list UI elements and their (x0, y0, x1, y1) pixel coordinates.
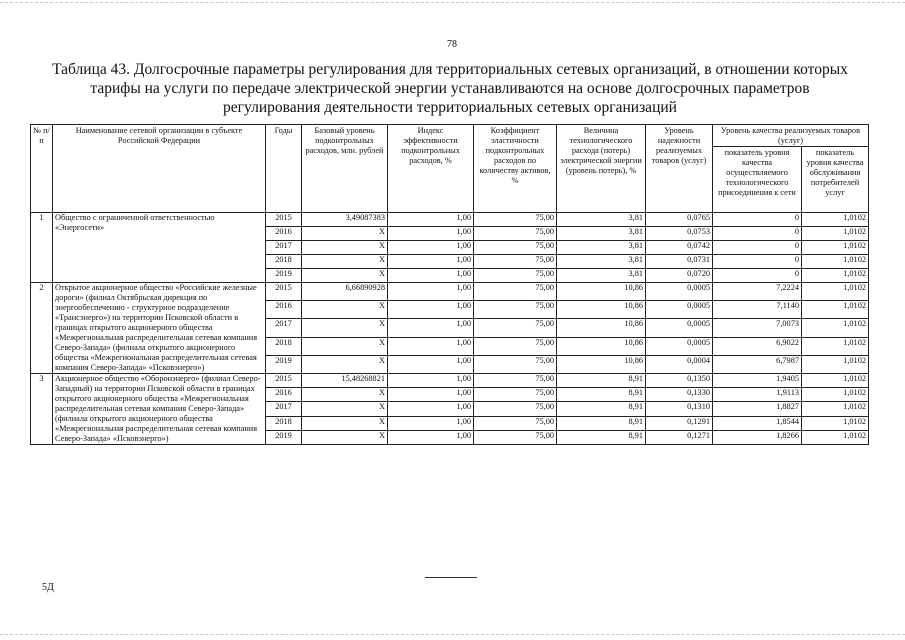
table-body (31, 213, 869, 445)
cell-elasticity: 75,00 (474, 213, 557, 227)
cell-year: 2019 (266, 355, 302, 373)
cell-quality-service: 1,0102 (802, 283, 869, 301)
cell-efficiency-index: 1,00 (388, 388, 474, 402)
header-efficiency-index: Индекс эффективности подконтрольных расходов, % (388, 125, 474, 213)
cell-reliability: 0,0765 (646, 213, 713, 227)
cell-quality-service: 1,0102 (802, 213, 869, 227)
cell-losses: 10,86 (557, 355, 646, 373)
cell-org-name: Акционерное общество «Оборонэнерго» (филиал Северо-Западный) на территории Псковской области в границах открытого акционерного общества «Межрегиональная распределительная сетевая компания Северо-Запада» (филиала открытого акционерного общества «Межрегиональная распределительная сетевая компания Северо-Запада» «Псковэнерго») (53, 374, 266, 445)
header-quality-group: Уровень качества реализуемых товаров (услуг) (713, 125, 869, 147)
cell-quality-service: 1,0102 (802, 255, 869, 269)
cell-elasticity: 75,00 (474, 374, 557, 388)
cell-base-level: X (302, 337, 388, 355)
cell-efficiency-index: 1,00 (388, 213, 474, 227)
scan-edge-top (0, 2, 905, 3)
cell-efficiency-index: 1,00 (388, 374, 474, 388)
table-row (31, 374, 869, 388)
cell-quality-connection: 1,8827 (713, 402, 802, 416)
cell-year: 2015 (266, 283, 302, 301)
cell-base-level: X (302, 301, 388, 319)
cell-year: 2018 (266, 255, 302, 269)
cell-quality-service: 1,0102 (802, 269, 869, 283)
cell-quality-connection: 6,7987 (713, 355, 802, 373)
table-row (31, 283, 869, 301)
cell-efficiency-index: 1,00 (388, 319, 474, 337)
cell-base-level: X (302, 255, 388, 269)
cell-quality-connection: 0 (713, 213, 802, 227)
cell-quality-service: 1,0102 (802, 301, 869, 319)
cell-elasticity: 75,00 (474, 416, 557, 430)
cell-year: 2017 (266, 241, 302, 255)
cell-reliability: 0,0731 (646, 255, 713, 269)
header-org-name: Наименование сетевой организации в субъекте Российской Федерации (53, 125, 266, 213)
header-quality-connection: показатель уровня качества осуществляемого технологического присоединения к сети (713, 147, 802, 213)
header-num: № п/п (31, 125, 53, 213)
cell-efficiency-index: 1,00 (388, 355, 474, 373)
cell-losses: 3,81 (557, 213, 646, 227)
cell-year: 2018 (266, 416, 302, 430)
cell-losses: 10,86 (557, 283, 646, 301)
cell-losses: 8,91 (557, 416, 646, 430)
cell-reliability: 0,1350 (646, 374, 713, 388)
cell-efficiency-index: 1,00 (388, 269, 474, 283)
cell-efficiency-index: 1,00 (388, 227, 474, 241)
cell-efficiency-index: 1,00 (388, 402, 474, 416)
cell-quality-service: 1,0102 (802, 355, 869, 373)
cell-reliability: 0,0005 (646, 283, 713, 301)
cell-losses: 3,81 (557, 255, 646, 269)
cell-quality-connection: 6,9022 (713, 337, 802, 355)
cell-quality-connection: 0 (713, 269, 802, 283)
cell-efficiency-index: 1,00 (388, 241, 474, 255)
cell-losses: 8,91 (557, 430, 646, 444)
cell-quality-service: 1,0102 (802, 241, 869, 255)
cell-quality-service: 1,0102 (802, 337, 869, 355)
header-losses: Величина технологического расхода (потерь) электрической энергии (уровень потерь), % (557, 125, 646, 213)
cell-losses: 10,86 (557, 337, 646, 355)
header-base-level: Базовый уровень подконтрольных расходов, млн. рублей (302, 125, 388, 213)
table-title: Таблица 43. Долгосрочные параметры регулирования для территориальных сетевых организаций, в отношении которых тарифы на услуги по передаче электрической энергии устанавливаются на основе долгосрочных параметров регулирования деятельности территориальных сетевых организаций (52, 61, 848, 116)
cell-reliability: 0,0005 (646, 301, 713, 319)
cell-losses: 8,91 (557, 388, 646, 402)
cell-quality-service: 1,0102 (802, 430, 869, 444)
cell-base-level: X (302, 430, 388, 444)
cell-elasticity: 75,00 (474, 430, 557, 444)
cell-efficiency-index: 1,00 (388, 283, 474, 301)
cell-reliability: 0,1291 (646, 416, 713, 430)
cell-quality-connection: 1,9113 (713, 388, 802, 402)
cell-losses: 10,86 (557, 301, 646, 319)
cell-year: 2019 (266, 430, 302, 444)
cell-year: 2016 (266, 388, 302, 402)
cell-losses: 3,81 (557, 227, 646, 241)
cell-elasticity: 75,00 (474, 283, 557, 301)
cell-row-number: 2 (31, 283, 53, 374)
cell-base-level: X (302, 227, 388, 241)
header-quality-service: показатель уровня качества обслуживания потребителей услуг (802, 147, 869, 213)
cell-losses: 10,86 (557, 319, 646, 337)
cell-org-name: Общество с ограниченной ответственностью «Энергосети» (53, 213, 266, 283)
cell-reliability: 0,0004 (646, 355, 713, 373)
cell-year: 2016 (266, 227, 302, 241)
header-elasticity: Коэффициент эластичности подконтрольных расходов по количеству активов, % (474, 125, 557, 213)
cell-row-number: 3 (31, 374, 53, 445)
cell-base-level: X (302, 355, 388, 373)
cell-elasticity: 75,00 (474, 319, 557, 337)
cell-quality-service: 1,0102 (802, 319, 869, 337)
cell-reliability: 0,0720 (646, 269, 713, 283)
cell-year: 2019 (266, 269, 302, 283)
cell-reliability: 0,0742 (646, 241, 713, 255)
cell-losses: 3,81 (557, 241, 646, 255)
cell-org-name: Открытое акционерное общество «Российские железные дороги» (филиал Октябрьская дирекция по энергообеспечению - структурное подразделение «Трансэнерго») на территории Псковской области в границах открытого акционерного общества «Межрегиональная распределительная сетевая компания Северо-Запада» (филиала открытого акционерного общества «Межрегиональная распределительная сетевая компания Северо-Запада» «Псковэнерго») (53, 283, 266, 374)
cell-year: 2017 (266, 319, 302, 337)
cell-reliability: 0,1330 (646, 388, 713, 402)
cell-year: 2016 (266, 301, 302, 319)
cell-base-level: X (302, 269, 388, 283)
header-row (31, 125, 869, 147)
cell-reliability: 0,1271 (646, 430, 713, 444)
cell-row-number: 1 (31, 213, 53, 283)
cell-quality-service: 1,0102 (802, 402, 869, 416)
cell-efficiency-index: 1,00 (388, 430, 474, 444)
footer-mark: 5Д (42, 582, 54, 593)
cell-quality-service: 1,0102 (802, 388, 869, 402)
cell-elasticity: 75,00 (474, 269, 557, 283)
cell-elasticity: 75,00 (474, 388, 557, 402)
cell-efficiency-index: 1,00 (388, 301, 474, 319)
cell-elasticity: 75,00 (474, 227, 557, 241)
page-number: 78 (447, 39, 457, 50)
cell-elasticity: 75,00 (474, 337, 557, 355)
cell-quality-connection: 7,0073 (713, 319, 802, 337)
cell-losses: 3,81 (557, 269, 646, 283)
cell-quality-connection: 1,8544 (713, 416, 802, 430)
cell-base-level: X (302, 388, 388, 402)
cell-base-level: X (302, 241, 388, 255)
cell-elasticity: 75,00 (474, 402, 557, 416)
cell-quality-connection: 1,8266 (713, 430, 802, 444)
cell-base-level: X (302, 402, 388, 416)
bottom-rule (425, 577, 477, 578)
cell-base-level: 6,66890928 (302, 283, 388, 301)
cell-elasticity: 75,00 (474, 241, 557, 255)
cell-efficiency-index: 1,00 (388, 337, 474, 355)
cell-quality-service: 1,0102 (802, 374, 869, 388)
cell-quality-service: 1,0102 (802, 416, 869, 430)
cell-quality-service: 1,0102 (802, 227, 869, 241)
cell-quality-connection: 0 (713, 255, 802, 269)
parameters-table (30, 124, 869, 445)
cell-elasticity: 75,00 (474, 255, 557, 269)
cell-reliability: 0,0753 (646, 227, 713, 241)
table-row (31, 213, 869, 227)
cell-quality-connection: 1,9405 (713, 374, 802, 388)
cell-base-level: 15,48268821 (302, 374, 388, 388)
cell-year: 2017 (266, 402, 302, 416)
cell-elasticity: 75,00 (474, 301, 557, 319)
cell-base-level: 3,49087383 (302, 213, 388, 227)
cell-quality-connection: 0 (713, 227, 802, 241)
header-years: Годы (266, 125, 302, 213)
cell-year: 2015 (266, 213, 302, 227)
cell-quality-connection: 7,1140 (713, 301, 802, 319)
cell-year: 2015 (266, 374, 302, 388)
cell-reliability: 0,0005 (646, 319, 713, 337)
cell-efficiency-index: 1,00 (388, 416, 474, 430)
cell-reliability: 0,1310 (646, 402, 713, 416)
cell-quality-connection: 0 (713, 241, 802, 255)
cell-efficiency-index: 1,00 (388, 255, 474, 269)
cell-quality-connection: 7,2224 (713, 283, 802, 301)
cell-year: 2018 (266, 337, 302, 355)
cell-losses: 8,91 (557, 374, 646, 388)
scan-edge-bottom (0, 634, 905, 635)
cell-base-level: X (302, 319, 388, 337)
cell-reliability: 0,0005 (646, 337, 713, 355)
cell-base-level: X (302, 416, 388, 430)
cell-elasticity: 75,00 (474, 355, 557, 373)
header-reliability: Уровень надежности реализуемых товаров (услуг) (646, 125, 713, 213)
cell-losses: 8,91 (557, 402, 646, 416)
